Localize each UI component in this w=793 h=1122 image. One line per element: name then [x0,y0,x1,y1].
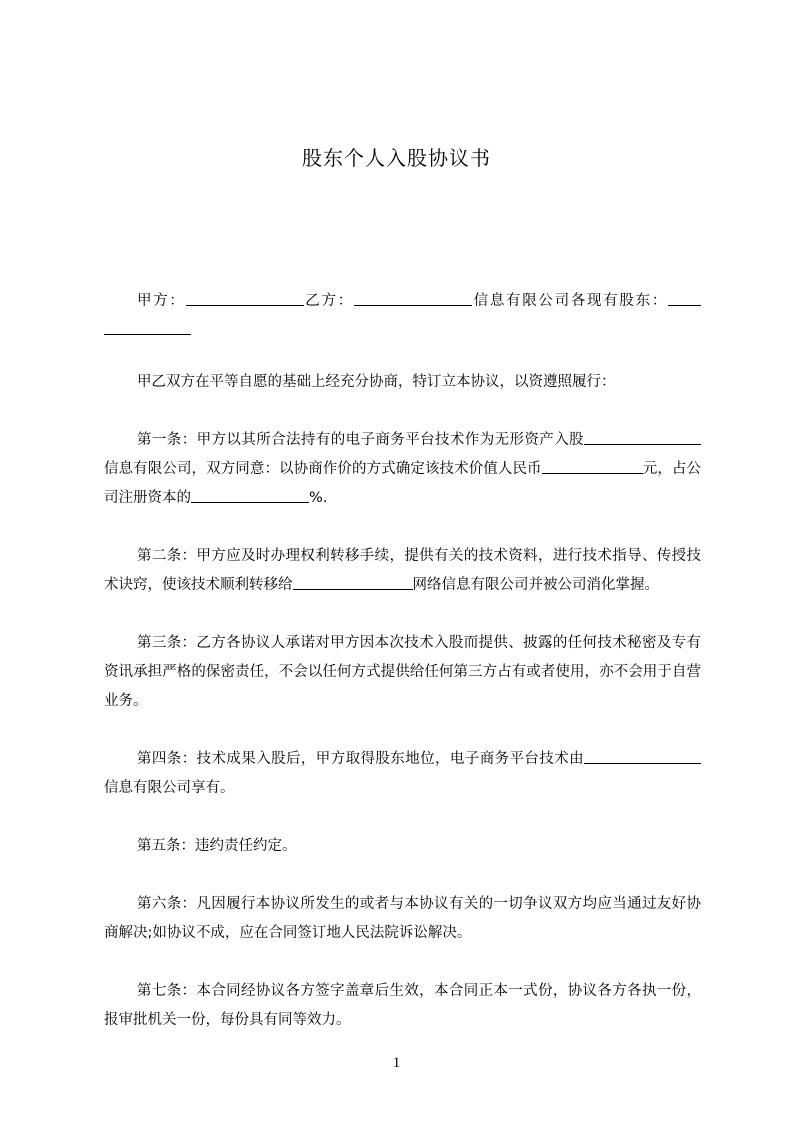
article-2-text-2: 网络信息有限公司并被公司消化掌握。 [412,577,659,593]
article-2 [104,542,701,600]
transferee-company-blank [293,574,413,590]
article-2-text-1: 第二条：甲方应及时办理权利转移手续，提供有关的技术资料，进行技术指导、传授技术诀窍，使该技术顺利转移给 [104,548,701,593]
article-1-text-1: 第一条：甲方以其所合法持有的电子商务平台技术作为无形资产入股 [137,432,584,448]
article-5: 第五条：违约责任约定。 [137,838,297,854]
page-number: 1 [392,1055,401,1071]
company-name-blank [584,429,664,445]
company-name-blank-continued [664,429,701,445]
party-a-blank [186,290,304,306]
owner-company-blank [584,748,664,764]
share-percent-blank [191,487,309,503]
article-4-text-1: 第四条：技术成果入股后，甲方取得股东地位，电子商务平台技术由 [137,751,584,767]
article-3: 第三条：乙方各协议人承诺对甲方因本次技术入股而提供、披露的任何技术秘密及专有资讯承担严格的保密责任，不会以任何方式提供给任何第三方占有或者使用，亦不会用于自营业务。 [104,635,701,709]
preamble-paragraph: 甲乙双方在平等自愿的基础上经充分协商，特订立本协议，以资遵照履行： [137,374,616,390]
company-shareholders-label: 信息有限公司各现有股东： [471,293,669,309]
article-1 [104,426,701,513]
shareholders-blank [668,290,701,306]
valuation-blank-continued [606,458,643,474]
document-body [104,287,701,1064]
party-b-blank [354,290,472,306]
article-1-text-2: 信息有限公司，双方同意：以协商作价的方式确定该技术价值人民币 [104,461,542,477]
party-b-label: 乙方： [303,293,354,309]
article-4-text-2: 信息有限公司享有。 [104,780,235,796]
article-1-text-3: 元，占公司注册资本的 [104,461,702,506]
article-1-text-4: %. [309,490,328,506]
article-4 [104,745,701,803]
shareholders-blank-continued [104,319,191,335]
owner-company-blank-continued [664,748,701,764]
valuation-blank [542,458,606,474]
parties-paragraph [104,287,701,345]
article-7: 第七条：本合同经协议各方签字盖章后生效，本合同正本一式份，协议各方各执一份，报审批机关一份，每份具有同等效力。 [104,983,701,1028]
document-title: 股东个人入股协议书 [302,146,491,170]
article-6: 第六条：凡因履行本协议所发生的或者与本协议有关的一切争议双方均应当通过友好协商解决;如协议不成，应在合同签订地人民法院诉讼解决。 [104,896,701,941]
party-a-label: 甲方： [137,293,186,309]
